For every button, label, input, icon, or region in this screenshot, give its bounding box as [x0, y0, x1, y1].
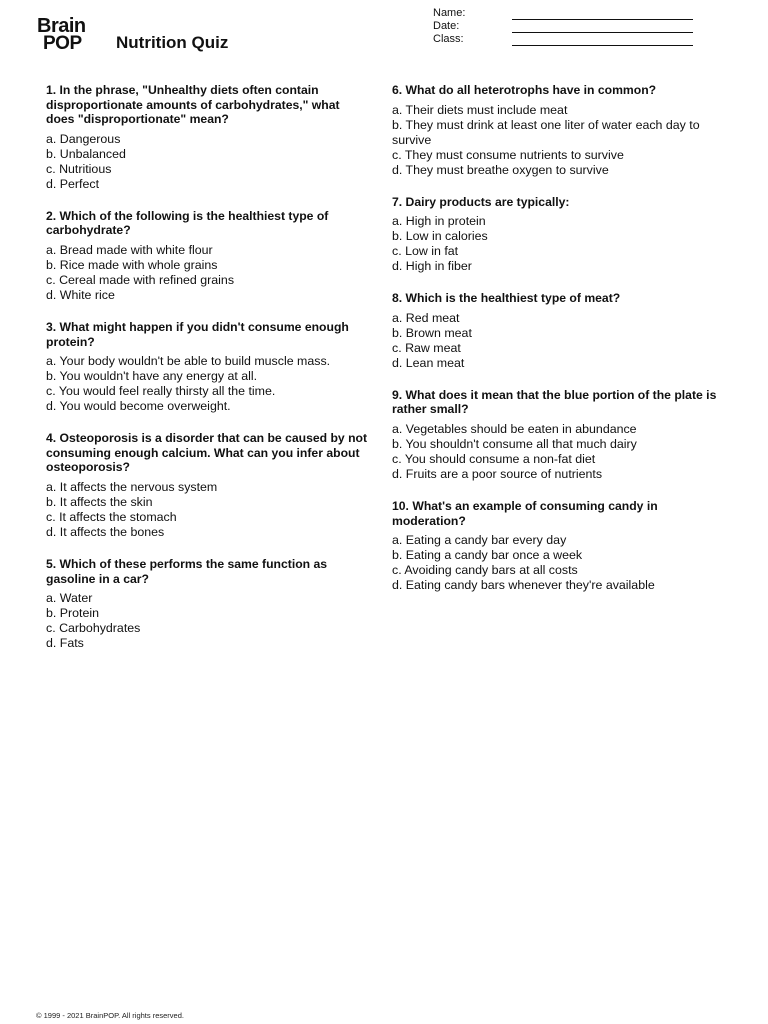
answer-option: a. Red meat — [392, 310, 460, 325]
answer-option: b. Unbalanced — [46, 146, 126, 161]
answer-option: d. Fats — [46, 636, 84, 651]
answer-option: c. They must consume nutrients to survive — [392, 147, 624, 162]
question-text: 4. Osteoporosis is a disorder that can be caused by not consuming enough calcium. What can you infer about osteoporosis? — [46, 431, 368, 475]
answer-option: c. You would feel really thirsty all the time. — [46, 384, 276, 399]
answer-option: d. High in fiber — [392, 259, 472, 274]
question-1 — [46, 83, 371, 192]
answer-option: a. Their diets must include meat — [392, 102, 568, 117]
answer-option: a. High in protein — [392, 214, 486, 229]
brainpop-logo — [37, 15, 101, 54]
answer-option: c. Carbohydrates — [46, 621, 141, 636]
question-text: 6. What do all heterotrophs have in common? — [392, 83, 657, 97]
class-label: Class: — [433, 33, 464, 45]
question-10 — [392, 499, 728, 593]
answer-option: d. You would become overweight. — [46, 399, 231, 414]
questions-left-column — [46, 83, 371, 668]
answer-option: b. Protein — [46, 606, 100, 621]
answer-option: b. You shouldn't consume all that much dairy — [392, 436, 637, 451]
logo-text-pop: POP — [43, 33, 82, 54]
answer-option: d. Fruits are a poor source of nutrients — [392, 466, 603, 481]
answer-option: a. Vegetables should be eaten in abundance — [392, 421, 637, 436]
answer-option: b. Brown meat — [392, 325, 472, 340]
question-text: 8. Which is the healthiest type of meat? — [392, 291, 621, 306]
answer-option: a. Water — [46, 591, 93, 606]
answer-option: d. Perfect — [46, 176, 100, 191]
answer-option: c. Avoiding candy bars at all costs — [392, 563, 578, 578]
answer-option: b. They must drink at least one liter of water each day to survive — [392, 117, 700, 147]
student-info-fields — [433, 7, 693, 46]
answer-option: d. Eating candy bars whenever they're available — [392, 578, 655, 593]
logo-text-brain: Brain — [37, 15, 86, 37]
answer-option: c. It affects the stomach — [46, 509, 177, 524]
question-text: 2. Which of the following is the healthiest type of carbohydrate? — [46, 208, 329, 238]
answer-option: c. You should consume a non-fat diet — [392, 451, 596, 466]
answer-option: a. Dangerous — [46, 131, 121, 146]
answer-option: b. You wouldn't have any energy at all. — [46, 369, 258, 384]
answer-option: a. Eating a candy bar every day — [392, 533, 567, 548]
question-4 — [46, 431, 371, 540]
question-8 — [392, 291, 728, 371]
question-text: 10. What's an example of consuming candy in moderation? — [392, 498, 658, 528]
question-3 — [46, 320, 371, 414]
answer-option: d. Lean meat — [392, 355, 465, 370]
question-text: 5. Which of these performs the same function as gasoline in a car? — [46, 556, 328, 586]
question-text: 9. What does it mean that the blue portion of the plate is rather small? — [392, 387, 717, 417]
name-label: Name: — [433, 7, 466, 19]
answer-option: c. Cereal made with refined grains — [46, 272, 235, 287]
question-6 — [392, 83, 728, 178]
answer-option: b. Low in calories — [392, 229, 488, 244]
question-2 — [46, 209, 371, 303]
answer-option: a. Bread made with white flour — [46, 242, 213, 257]
name-field[interactable] — [433, 7, 693, 20]
answer-option: d. White rice — [46, 287, 115, 302]
question-text: 1. In the phrase, "Unhealthy diets often contain disproportionate amounts of carbohydrates," what does "disproportionate" mean? — [46, 83, 340, 127]
answer-option: b. Rice made with whole grains — [46, 257, 218, 272]
question-text: 3. What might happen if you didn't consume enough protein? — [46, 319, 349, 349]
answer-option: a. Your body wouldn't be able to build muscle mass. — [46, 354, 331, 369]
answer-option: d. They must breathe oxygen to survive — [392, 162, 609, 177]
class-blank-line[interactable] — [512, 45, 693, 46]
class-field[interactable] — [433, 33, 693, 46]
date-label: Date: — [433, 20, 460, 32]
answer-option: c. Low in fat — [392, 244, 459, 259]
question-5 — [46, 557, 371, 651]
question-9 — [392, 388, 728, 482]
page-title: Nutrition Quiz — [116, 33, 229, 52]
questions-right-column — [392, 83, 728, 610]
answer-option: b. Eating a candy bar once a week — [392, 548, 583, 563]
question-7 — [392, 195, 728, 275]
question-text: 7. Dairy products are typically: — [392, 194, 570, 209]
answer-option: d. It affects the bones — [46, 524, 165, 539]
answer-option: c. Raw meat — [392, 340, 461, 355]
answer-option: a. It affects the nervous system — [46, 479, 218, 494]
answer-option: b. It affects the skin — [46, 494, 153, 509]
copyright-footer: © 1999 - 2021 BrainPOP. All rights reserved. — [36, 1011, 184, 1020]
date-field[interactable] — [433, 20, 693, 33]
answer-option: c. Nutritious — [46, 161, 112, 176]
